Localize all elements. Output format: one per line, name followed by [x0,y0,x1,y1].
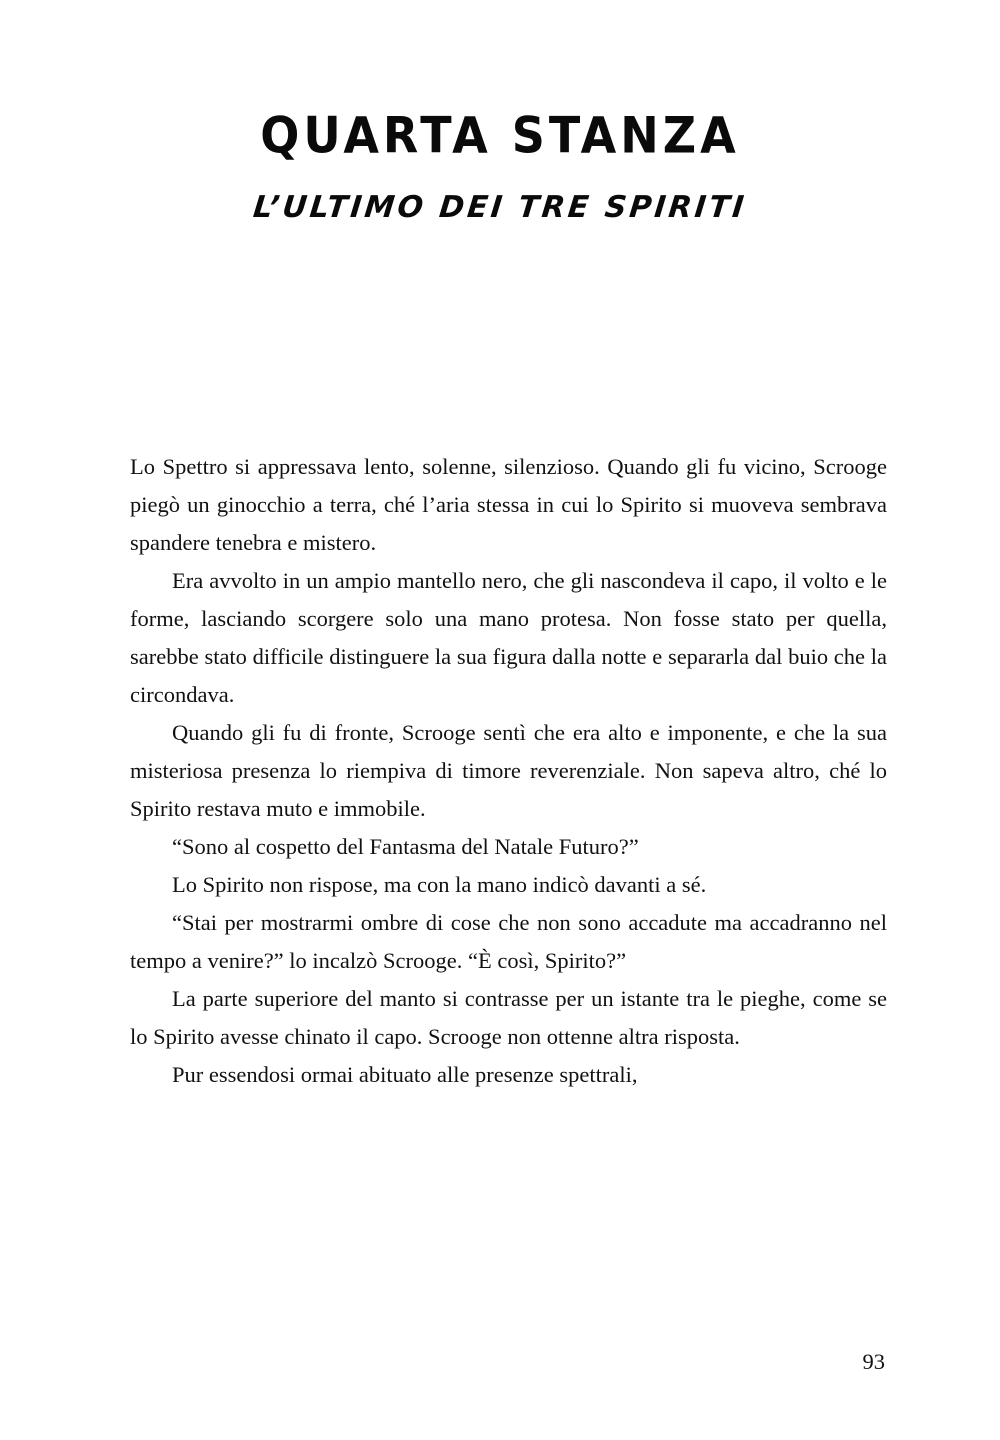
paragraph: Pur essendosi ormai abituato alle presenze spettrali, [172,1062,638,1087]
paragraph: Quando gli fu di fronte, Scrooge sentì che era alto e imponente, e che la sua misteriosa presenza lo riempiva di timore reverenziale. Non sapeva altro, ché lo Spirito restava muto e immobile. [130,720,887,821]
chapter-header [0,105,1000,225]
paragraph: Lo Spirito non rispose, ma con la mano indicò davanti a sé. [172,872,707,897]
paragraph: “Sono al cospetto del Fantasma del Natale Futuro?” [172,834,639,859]
paragraph: “Stai per mostrarmi ombre di cose che non sono accadute ma accadranno nel tempo a venire?” lo incalzò Scrooge. “È così, Spirito?” [130,910,887,973]
chapter-subtitle: L’ULTIMO DEI TRE SPIRITI [251,190,749,225]
paragraph: Lo Spettro si appressava lento, solenne, silenzioso. Quando gli fu vicino, Scrooge piegò un ginocchio a terra, ché l’aria stessa in cui lo Spirito si muoveva sembrava spandere tenebra e mistero. [130,454,887,555]
page-number: 93 [862,1349,885,1374]
paragraph: Era avvolto in un ampio mantello nero, che gli nascondeva il capo, il volto e le forme, lasciando scorgere solo una mano protesa. Non fosse stato per quella, sarebbe stato difficile distinguere la sua figura dalla notte e separarla dal buio che la circondava. [130,568,887,707]
paragraph: La parte superiore del manto si contrasse per un istante tra le pieghe, come se lo Spirito avesse chinato il capo. Scrooge non ottenne altra risposta. [130,986,887,1049]
chapter-title: QUARTA STANZA [260,105,740,165]
body-text [130,448,887,1094]
page-footer [863,1348,886,1376]
